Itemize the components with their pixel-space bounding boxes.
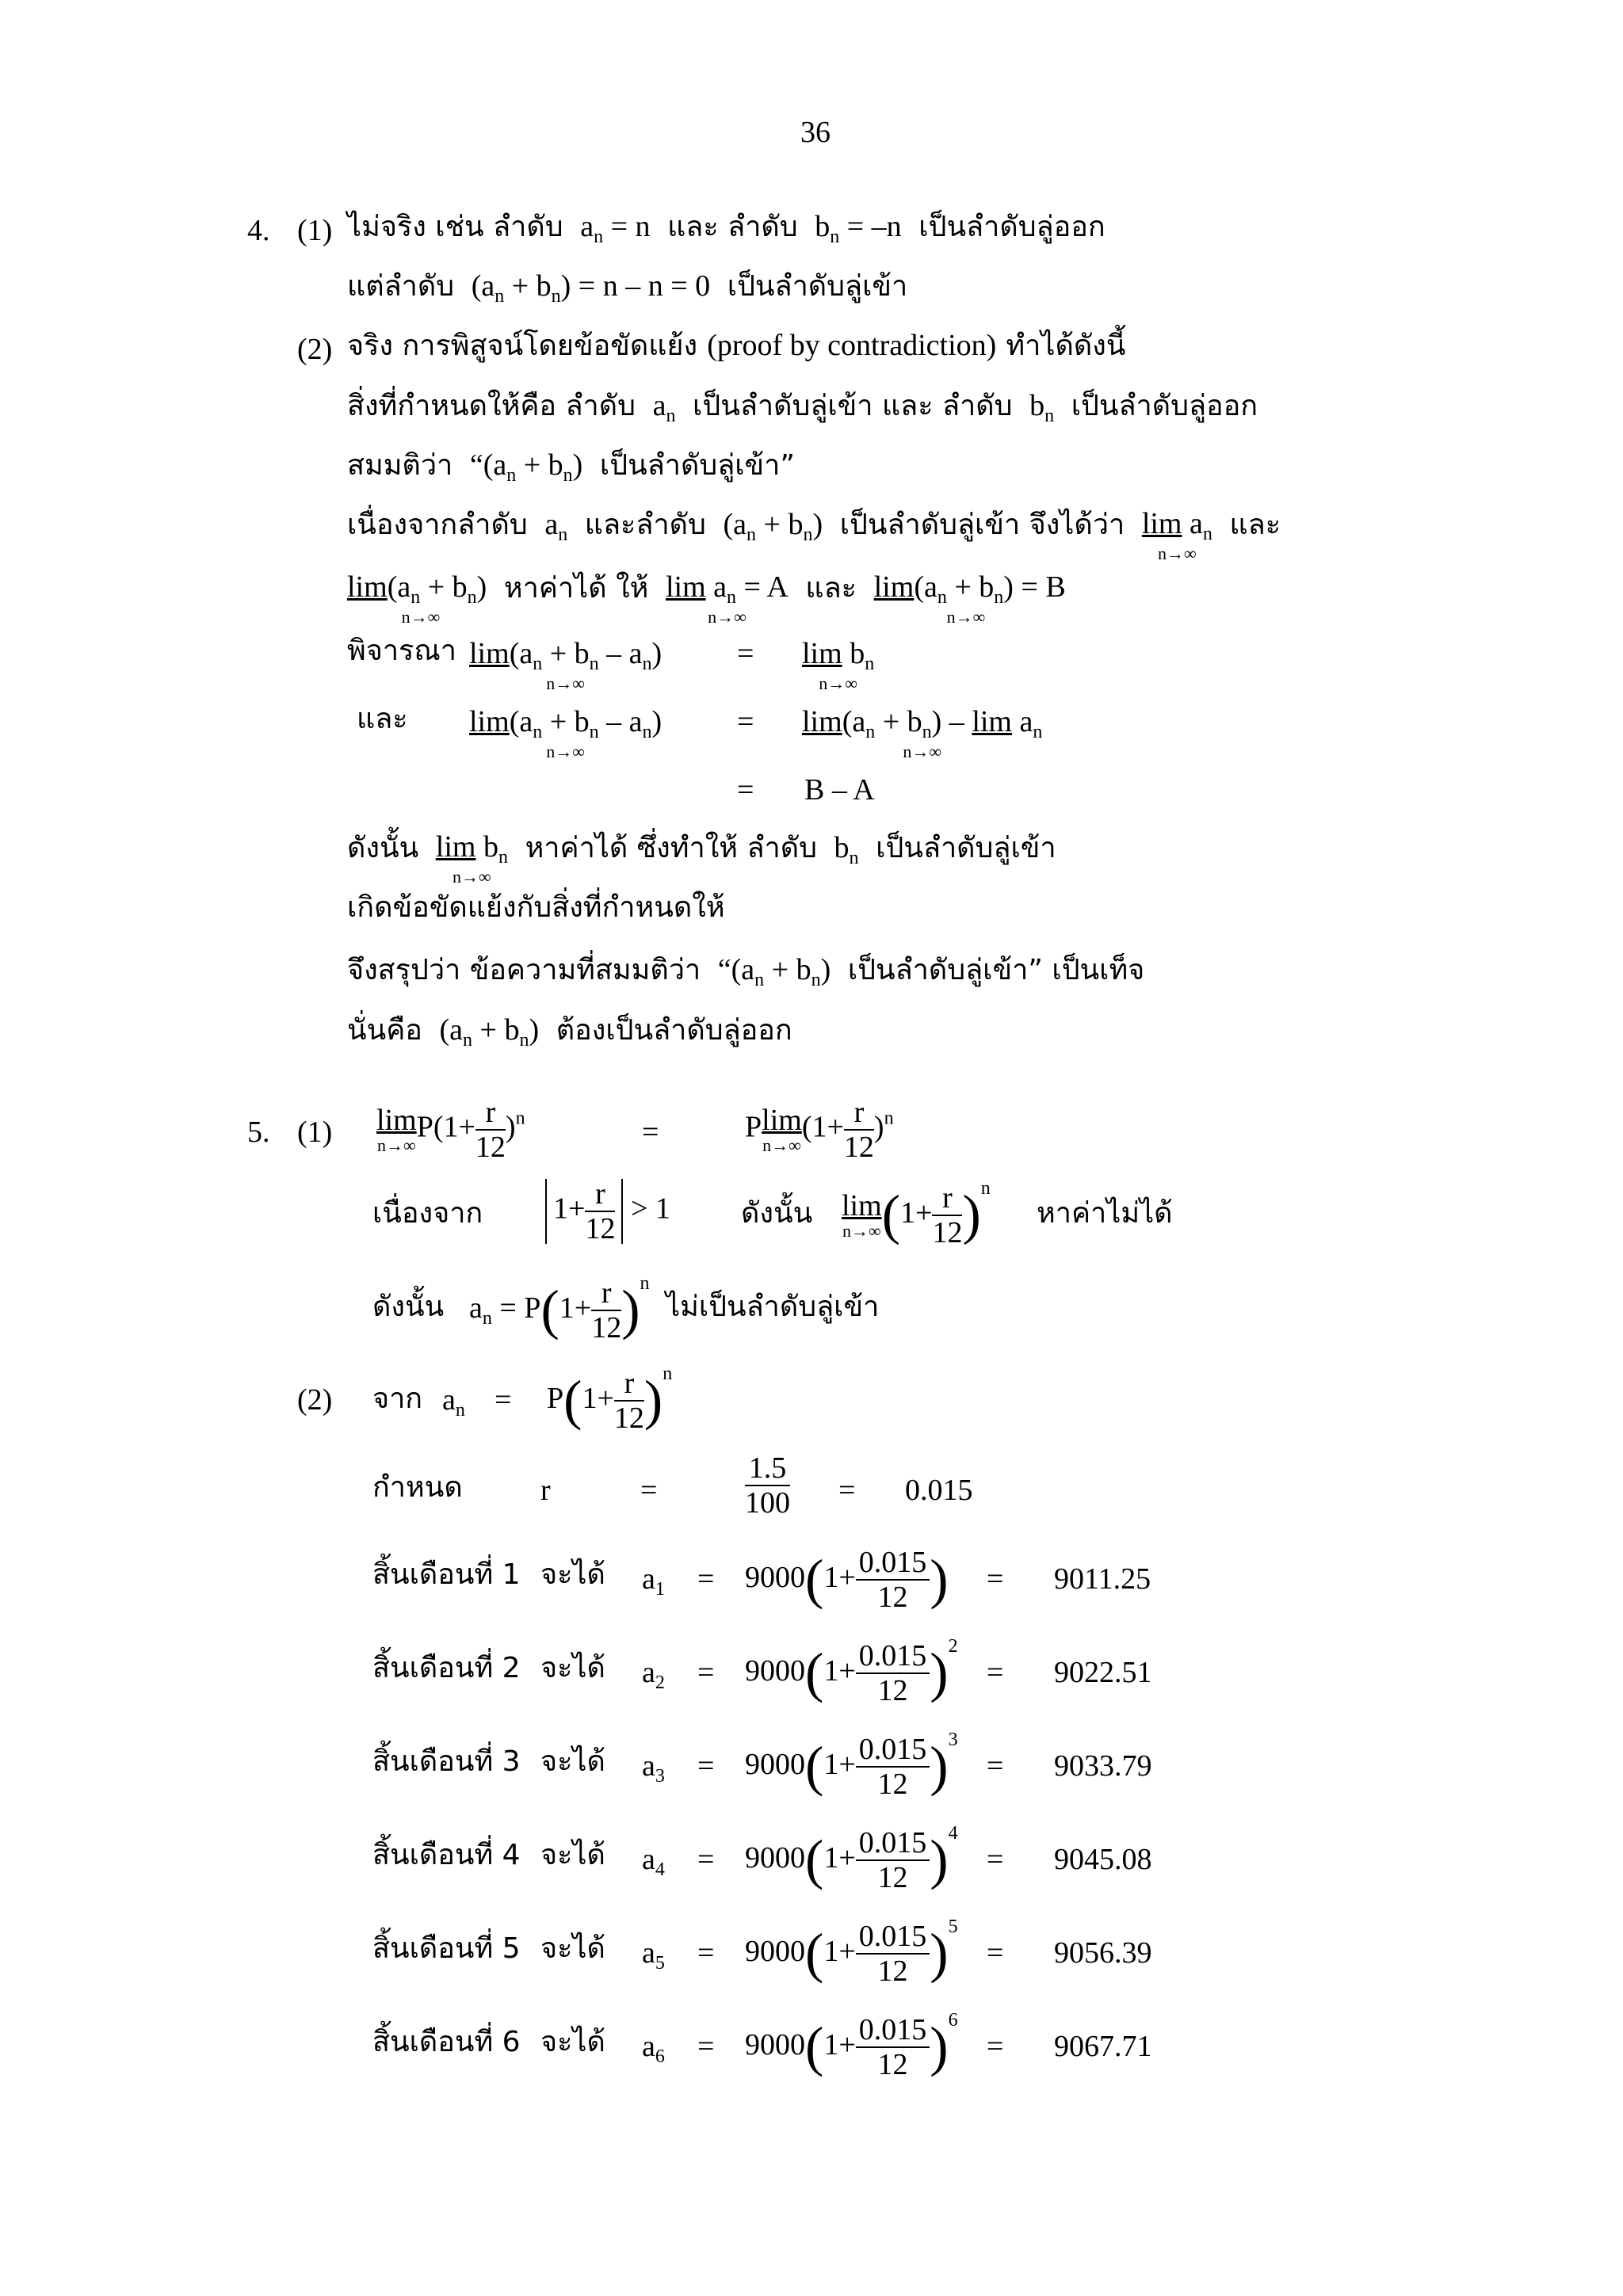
equals-sign: = xyxy=(642,1116,659,1149)
q4-p1-line2 xyxy=(347,270,907,306)
q4-p2-line2 xyxy=(347,390,1258,425)
q4-label: 4. xyxy=(247,214,270,247)
equals-sign: = xyxy=(838,1474,856,1507)
q5-label: 5. xyxy=(247,1116,270,1149)
principal: 9000 xyxy=(745,1841,805,1875)
text: เป็นลำดับลู่เข้า” เป็นเท็จ xyxy=(847,954,1145,986)
math: $a_n$ xyxy=(645,389,676,426)
month-label: สิ้นเดือนที่ 5 xyxy=(372,1932,521,1965)
a-k-symbol: $a_1$ xyxy=(642,1562,665,1600)
text: เป็นลำดับลู่เข้า และ ลำดับ xyxy=(693,390,1013,422)
math: $a_n = n$ xyxy=(572,210,658,247)
text: และ xyxy=(1229,509,1281,541)
principal: 9000 xyxy=(745,1935,805,1968)
lim-expression: $\lim(a_n + b_n)$ n→∞ xyxy=(347,570,495,627)
equals-sign: = xyxy=(987,1562,1004,1596)
lim-expression: $\lim(a_n + b_n) = B$ n→∞ xyxy=(873,570,1066,627)
q4-p2-line1 xyxy=(347,330,1125,360)
compound-expression: 9000(1+ $\frac{0.015}{12}$ )$^3$ xyxy=(745,1730,958,1802)
compound-expression: 9000(1+ $\frac{0.015}{12}$ )$^6$ xyxy=(745,2010,958,2082)
text: (proof by contradiction) xyxy=(707,329,997,362)
rate-numerator: 0.015 xyxy=(856,1921,930,1955)
text: ดังนั้น xyxy=(347,832,419,864)
compound-expression: 9000(1+ $\frac{0.015}{12}$ ) xyxy=(745,1546,949,1615)
text: หาค่าได้ ซึ่งทำให้ ลำดับ xyxy=(525,832,817,864)
rate-numerator: 0.015 xyxy=(856,2015,930,2048)
text: เป็นลำดับลู่เข้า” xyxy=(599,449,796,482)
rate-numerator: 0.015 xyxy=(856,1547,930,1581)
equals-sign: = xyxy=(697,1936,715,1970)
from-label: จาก xyxy=(372,1383,423,1415)
text: สมมติว่า xyxy=(347,449,453,482)
exponent: 2 xyxy=(948,1636,958,1657)
a-k-symbol: $a_2$ xyxy=(642,1656,665,1693)
gets-label: จะได้ xyxy=(540,1839,605,1871)
text: ต้องเป็นลำดับลู่ออก xyxy=(556,1014,792,1047)
month-value: 9022.51 xyxy=(1054,1656,1152,1689)
exponent: 4 xyxy=(948,1823,958,1844)
lim-expression: $\lim a_n = A$ n→∞ xyxy=(665,570,796,627)
equals-sign: = xyxy=(697,1562,715,1596)
q5-p1-num: (1) xyxy=(297,1116,333,1149)
lim-expression: $\lim b_n$ n→∞ xyxy=(435,830,508,887)
month-value: 9011.25 xyxy=(1054,1562,1151,1596)
equals-sign: = xyxy=(737,773,754,807)
math: $(a_n + b_n)$ xyxy=(432,1013,547,1051)
compound-expression: 9000(1+ $\frac{0.015}{12}$ )$^5$ xyxy=(745,1917,958,1989)
gets-label: จะได้ xyxy=(540,1745,605,1778)
formula-rhs: P(1+ $\frac{r}{12}$ )$^n$ xyxy=(547,1363,673,1436)
gets-label: จะได้ xyxy=(540,1932,605,1965)
q4-p2-line11 xyxy=(347,954,1144,990)
equals-sign: = xyxy=(495,1383,512,1417)
q4-p2-line9 xyxy=(347,832,1056,886)
text: และ xyxy=(805,572,857,605)
month-value: 9033.79 xyxy=(1054,1749,1152,1783)
equals-sign: = xyxy=(697,2030,715,2063)
rate-numerator: 0.015 xyxy=(856,1641,930,1674)
math: “$(a_n + b_n)$ xyxy=(462,448,590,486)
month-value: 9067.71 xyxy=(1054,2030,1152,2063)
text: สิ่งที่กำหนดให้คือ ลำดับ xyxy=(347,390,636,422)
month-value: 9056.39 xyxy=(1054,1936,1152,1970)
month-index: 3 xyxy=(655,1766,665,1787)
rate-fraction xyxy=(745,1453,790,1518)
gets-label: จะได้ xyxy=(540,1558,605,1591)
therefore-label: ดังนั้น xyxy=(741,1197,813,1230)
equals-sign: = xyxy=(987,1656,1004,1689)
text: ทำได้ดังนี้ xyxy=(1006,330,1126,362)
principal: 9000 xyxy=(745,2028,805,2061)
text: เป็นลำดับลู่เข้า xyxy=(727,270,908,303)
math: “$(a_n + b_n)$ xyxy=(710,953,838,990)
text: และลำดับ xyxy=(584,509,706,541)
define-label: กำหนด xyxy=(372,1471,463,1504)
q4-p2-num: (2) xyxy=(297,333,333,366)
equals-sign: = xyxy=(640,1474,658,1507)
month-index: 6 xyxy=(655,2046,665,2067)
equals-sign: = xyxy=(987,1936,1004,1970)
lim-expression: $\lim(a_n + b_n - a_n)$ n→∞ xyxy=(469,705,663,761)
month-label: สิ้นเดือนที่ 3 xyxy=(372,1745,521,1778)
equals-sign: = xyxy=(737,637,754,670)
page-number: 36 xyxy=(800,116,831,149)
gets-label: จะได้ xyxy=(540,1652,605,1684)
month-label: สิ้นเดือนที่ 4 xyxy=(372,1839,521,1871)
lim-expression: $\lim a_n$ n→∞ xyxy=(1141,507,1212,563)
a-k-symbol: $a_4$ xyxy=(642,1843,665,1880)
math: $b_n$ xyxy=(1022,389,1055,426)
equals-sign: = xyxy=(697,1656,715,1689)
month-value: 9045.08 xyxy=(1054,1843,1152,1876)
q4-p2-line5 xyxy=(347,572,1066,626)
month-label: สิ้นเดือนที่ 1 xyxy=(372,1558,521,1591)
equals-sign: = xyxy=(697,1749,715,1783)
principal: 9000 xyxy=(745,1748,805,1781)
text: และ ลำดับ xyxy=(667,211,798,243)
text: เป็นลำดับลู่เข้า จึงได้ว่า xyxy=(839,509,1125,541)
text: เป็นลำดับลู่เข้า xyxy=(876,832,1056,864)
math-b-minus-a: B – A xyxy=(804,773,875,807)
a-k-symbol: $a_3$ xyxy=(642,1749,665,1787)
text: หาค่าได้ ให้ xyxy=(503,572,649,605)
consider-label: พิจารณา xyxy=(347,635,456,667)
text: จริง การพิสูจน์โดยข้อขัดแย้ง xyxy=(347,330,698,362)
equals-sign: = xyxy=(737,705,754,738)
therefore-label: ดังนั้น xyxy=(372,1291,445,1323)
math: $b_n$ xyxy=(827,831,859,868)
exponent: 3 xyxy=(948,1730,958,1750)
equals-sign: = xyxy=(987,2030,1004,2063)
q4-p2-line4 xyxy=(347,509,1281,563)
principal: 9000 xyxy=(745,1654,805,1688)
rate-numerator: 0.015 xyxy=(856,1828,930,1861)
text: ไม่จริง เช่น ลำดับ xyxy=(347,211,563,243)
text: เป็นลำดับลู่ออก xyxy=(1071,390,1258,422)
q4-p1-line1 xyxy=(347,211,1106,246)
sequence-def: $a_n = P(1+$ $\frac{r}{12}$ )$^n$ xyxy=(469,1273,650,1345)
no-limit-text: หาค่าไม่ได้ xyxy=(1037,1197,1173,1230)
q4-p2-line3 xyxy=(347,449,795,485)
rate-denominator: 100 xyxy=(745,1486,790,1520)
equals-sign: = xyxy=(987,1843,1004,1876)
month-index: 1 xyxy=(655,1579,665,1600)
math: $b_n = -n$ xyxy=(807,210,910,247)
gets-label: จะได้ xyxy=(540,2026,605,2058)
a-k-symbol: $a_5$ xyxy=(642,1936,665,1974)
rate-numerator: 0.015 xyxy=(856,1734,930,1768)
abs-expression: 1+ $\frac{r}{12}$ > 1 xyxy=(545,1179,670,1244)
text: เป็นลำดับลู่ออก xyxy=(918,211,1106,243)
equals-sign: = xyxy=(987,1749,1004,1783)
text: เนื่องจากลำดับ xyxy=(347,509,528,541)
q5-p2-num: (2) xyxy=(297,1383,333,1417)
q5-lim-expr-left: lim n→∞ P(1+ $\frac{r}{12}$ )$^n$ xyxy=(376,1096,525,1164)
compound-expression: 9000(1+ $\frac{0.015}{12}$ )$^2$ xyxy=(745,1636,958,1708)
principal: 9000 xyxy=(745,1561,805,1594)
math: $(a_n + b_n) = n - n = 0$ xyxy=(464,269,718,307)
month-label: สิ้นเดือนที่ 6 xyxy=(372,2026,521,2058)
rate-value: 0.015 xyxy=(905,1474,973,1507)
month-index: 5 xyxy=(655,1953,665,1974)
text: นั่นคือ xyxy=(347,1014,422,1047)
q4-p2-line12 xyxy=(347,1014,792,1050)
month-label: สิ้นเดือนที่ 2 xyxy=(372,1652,521,1684)
contradiction-text: เกิดข้อขัดแย้งกับสิ่งที่กำหนดให้ xyxy=(347,891,725,924)
compound-expression: 9000(1+ $\frac{0.015}{12}$ )$^4$ xyxy=(745,1823,958,1895)
r-symbol: r xyxy=(540,1474,551,1507)
text: แต่ลำดับ xyxy=(347,270,455,303)
q5-lim-expr-right: P lim n→∞ (1+ $\frac{r}{12}$ )$^n$ xyxy=(745,1096,894,1164)
equals-sign: = xyxy=(697,1843,715,1876)
a-k-symbol: $a_6$ xyxy=(642,2030,665,2067)
math: $(a_n + b_n)$ xyxy=(716,508,831,545)
text: จึงสรุปว่า ข้อความที่สมมติว่า xyxy=(347,954,701,986)
month-index: 2 xyxy=(655,1672,665,1693)
not-convergent-text: ไม่เป็นลำดับลู่เข้า xyxy=(666,1291,880,1323)
rate-numerator: 1.5 xyxy=(745,1453,790,1486)
month-index: 4 xyxy=(655,1859,665,1880)
math: $a_n$ xyxy=(537,508,568,545)
lim-expression: $\lim(a_n + b_n) - \lim a_n$ n→∞ xyxy=(802,705,1043,761)
and-label: และ xyxy=(357,703,408,735)
since-label: เนื่องจาก xyxy=(372,1197,483,1230)
lim-expression: $\lim b_n$ n→∞ xyxy=(802,637,875,693)
lim-power-expression: lim n→∞ (1+ $\frac{r}{12}$ )$^n$ xyxy=(842,1178,991,1250)
lim-expression: $\lim(a_n + b_n - a_n)$ n→∞ xyxy=(469,637,663,693)
exponent: 6 xyxy=(948,2010,958,2031)
exponent: 5 xyxy=(948,1917,958,1937)
q4-p1-num: (1) xyxy=(297,214,333,247)
a-n-symbol: $a_n$ xyxy=(442,1383,465,1421)
